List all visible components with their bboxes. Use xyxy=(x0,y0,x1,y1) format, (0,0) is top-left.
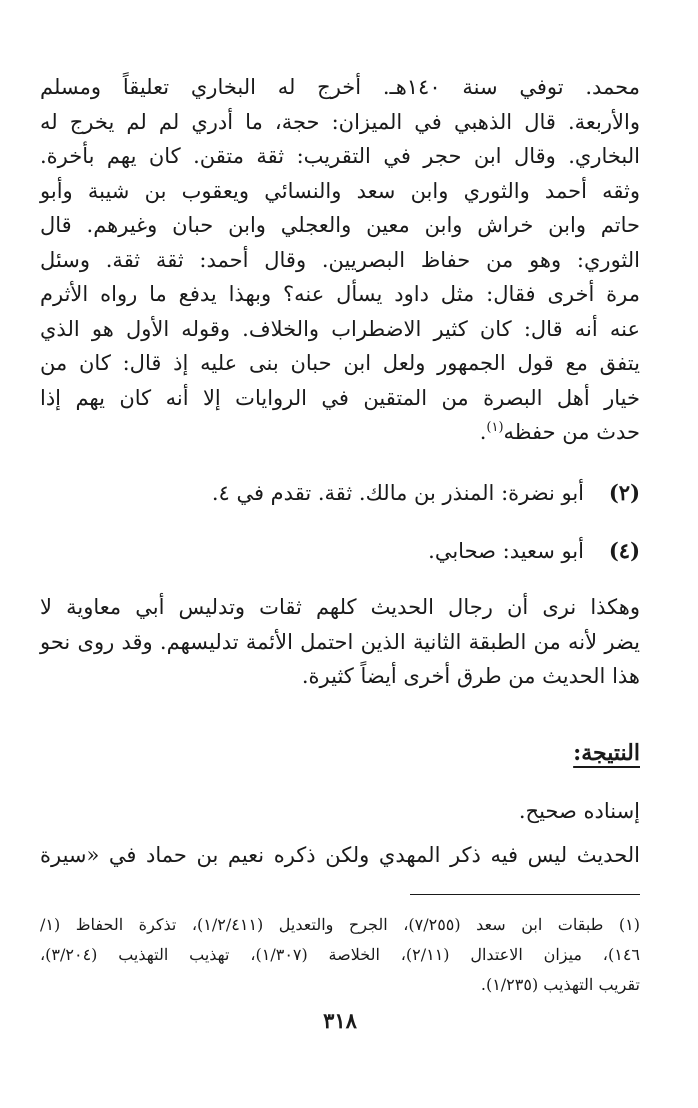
paragraph-line: يضر لأنه من الطبقة الثانية الذين احتمل الأئمة تدليسهم. وقد روى نحو xyxy=(40,629,640,654)
paragraph-line: وهكذا نرى أن رجال الحديث كلهم ثقات وتدليس أبي معاوية لا xyxy=(40,595,640,619)
item-number: (٤) xyxy=(608,538,640,563)
result-text: إسناده صحيح. xyxy=(518,799,640,823)
footnote-line: ١٤٦)، ميزان الاعتدال (٢/١١)، الخلاصة (١/٣٠٧)، تهذيب التهذيب (٣/٢٠٤)، xyxy=(40,945,640,964)
item-text: أبو سعيد: صحابي. xyxy=(428,539,584,563)
body-paragraph-2 xyxy=(40,590,640,694)
paragraph-line: الثوري: وهو من حفاظ البصريين. وقال أحمد: ثقة ثقة. وسئل xyxy=(40,247,640,272)
paragraph-line: محمد. توفي سنة ١٤٠هـ. أخرج له البخاري تعليقاً ومسلم xyxy=(40,75,640,99)
paragraph-line: مرة أخرى فقال: مثل داود يسأل عنه؟ وبهذا يدفع ما رواه الأثرم xyxy=(40,282,640,306)
paragraph-line: والأربعة. قال الذهبي في الميزان: حجة، ما أدري لم لم يخرج له xyxy=(40,109,640,134)
paragraph-line-text: حدث من حفظه xyxy=(503,420,640,444)
paragraph-line: عنه أنه قال: كان كثير الاضطراب والخلاف. وقوله الأول هو الذي xyxy=(40,316,640,341)
page-number: ٣١٨ xyxy=(323,1008,357,1033)
paragraph-line-last: هذا الحديث من طرق أخرى أيضاً كثيرة. xyxy=(301,664,640,688)
numbered-item xyxy=(40,476,640,510)
footnote-line: (١) طبقات ابن سعد (٧/٢٥٥)، الجرح والتعديل (١/٢/٤١١)، تذكرة الحفاظ (١/ xyxy=(40,915,640,934)
end-punctuation: . xyxy=(479,420,487,444)
paragraph-line: يتفق مع قول الجمهور ولعل ابن حبان بنى عليه إذ قال: كان من xyxy=(40,351,640,375)
page xyxy=(40,64,640,1088)
footnote-line: تقريب التهذيب (١/٢٣٥). xyxy=(480,975,640,994)
paragraph-line: حاتم وابن خراش وابن معين والعجلي وابن حبان وغيرهم. قال xyxy=(40,213,640,237)
paragraph-line: وثقه أحمد والثوري وابن سعد والنسائي ويعقوب بن شيبة وأبو xyxy=(40,178,640,203)
paragraph-line-last xyxy=(40,415,640,450)
paragraph-line: البخاري. وقال ابن حجر في التقريب: ثقة متقن. كان يهم بأخرة. xyxy=(40,144,640,168)
numbered-item xyxy=(40,534,640,568)
footnote-divider xyxy=(410,894,640,895)
footnote-marker[interactable]: (١) xyxy=(486,420,504,435)
result-text: الحديث ليس فيه ذكر المهدي ولكن ذكره نعيم بن حماد في «سيرة xyxy=(40,843,640,867)
item-number: (٢) xyxy=(608,480,640,505)
footnote xyxy=(40,910,640,1000)
paragraph-line: خيار أهل البصرة من المتقين في الروايات إلا أنه كان يهم إذا xyxy=(40,385,640,410)
result-heading: النتيجة: xyxy=(573,740,640,766)
item-text: أبو نضرة: المنذر بن مالك. ثقة. تقدم في ٤. xyxy=(211,481,584,505)
body-paragraph-1 xyxy=(40,70,640,450)
